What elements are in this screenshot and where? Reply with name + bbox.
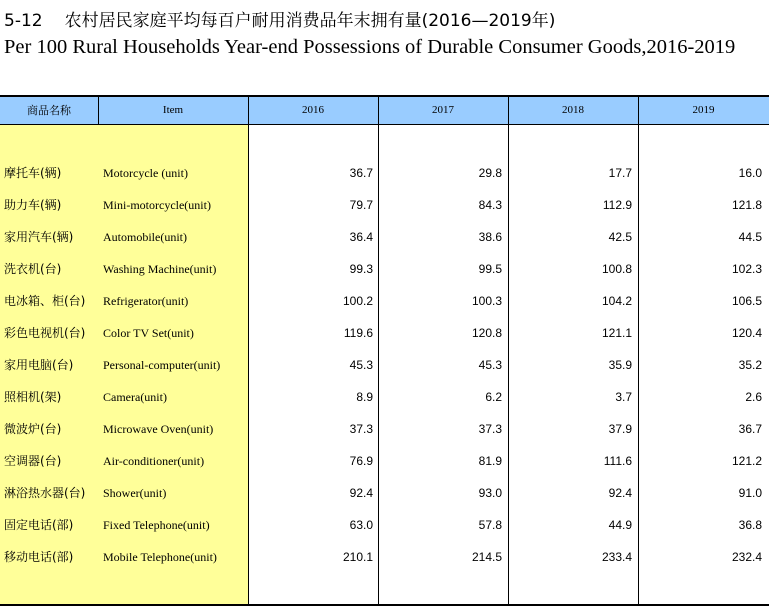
item-name-cn: 移动电话(部) [4,550,74,564]
data-table [0,95,769,606]
item-name-en: Fixed Telephone(unit) [103,518,210,532]
value-cell-2017: 120.8 [471,326,502,340]
header-year-2017: 2017 [432,104,454,116]
header-name-cn: 商品名称 [27,104,71,117]
item-name-en: Washing Machine(unit) [103,262,217,276]
item-name-cn: 固定电话(部) [4,518,74,532]
value-cell-2017: 81.9 [478,454,502,468]
table-row [0,157,769,189]
value-cell-2019: 232.4 [731,550,762,564]
value-cell-2016: 210.1 [342,550,373,564]
item-name-cn: 家用电脑(台) [4,358,74,372]
value-cell-2017: 214.5 [471,550,502,564]
value-cell-2017: 100.3 [471,294,502,308]
value-cell-2018: 100.8 [601,262,632,276]
value-cell-2018: 233.4 [601,550,632,564]
item-name-cn: 家用汽车(辆) [4,230,74,244]
item-name-en: Shower(unit) [103,486,167,500]
item-name-en: Microwave Oven(unit) [103,422,214,436]
value-cell-2019: 36.7 [738,422,762,436]
value-cell-2019: 44.5 [738,230,762,244]
value-cell-2018: 44.9 [608,518,632,532]
table-row [0,349,769,381]
item-name-en: Personal-computer(unit) [103,358,221,372]
value-cell-2017: 29.8 [478,166,502,180]
header-year-2019: 2019 [692,104,715,116]
header-year-2016: 2016 [302,104,324,116]
table-row [0,189,769,221]
table-row [0,445,769,477]
table-row [0,221,769,253]
item-name-cn: 洗衣机(台) [4,262,62,276]
item-name-en: Color TV Set(unit) [103,326,194,340]
value-cell-2017: 6.2 [485,390,502,404]
value-cell-2016: 100.2 [342,294,373,308]
item-name-en: Automobile(unit) [103,230,187,244]
value-cell-2018: 17.7 [608,166,632,180]
value-cell-2016: 92.4 [349,486,373,500]
value-cell-2017: 84.3 [478,198,502,212]
table-number: 5-12 [4,11,43,31]
table-row [0,413,769,445]
value-cell-2018: 112.9 [602,198,632,212]
item-name-en: Motorcycle (unit) [103,166,188,180]
column-divider [508,95,509,606]
item-name-cn: 彩色电视机(台) [4,326,86,340]
value-cell-2018: 92.4 [608,486,632,500]
value-cell-2019: 2.6 [745,390,762,404]
value-cell-2019: 102.3 [731,262,762,276]
header-year-2018: 2018 [562,104,584,116]
item-name-en: Mobile Telephone(unit) [103,550,217,564]
value-cell-2017: 45.3 [478,358,502,372]
header-divider [98,95,99,125]
title-cn-text: 农村居民家庭平均每百户耐用消费品年末拥有量(2016—2019年) [64,11,556,31]
value-cell-2016: 99.3 [349,262,373,276]
table-row [0,285,769,317]
value-cell-2019: 91.0 [738,486,762,500]
item-name-cn: 微波炉(台) [4,422,62,436]
value-cell-2017: 37.3 [478,422,502,436]
value-cell-2017: 93.0 [478,486,502,500]
table-row [0,477,769,509]
value-cell-2016: 63.0 [349,518,373,532]
value-cell-2019: 121.2 [731,454,762,468]
item-name-en: Mini-motorcycle(unit) [103,198,211,212]
value-cell-2016: 36.4 [349,230,373,244]
table-title-cn [4,6,555,30]
value-cell-2019: 16.0 [738,166,762,180]
value-cell-2016: 36.7 [349,166,373,180]
value-cell-2018: 37.9 [608,422,632,436]
table-row [0,253,769,285]
table-title-en: Per 100 Rural Households Year-end Possessions of Durable Consumer Goods,2016-2019 [4,36,736,58]
value-cell-2016: 45.3 [349,358,373,372]
table-row [0,381,769,413]
table-row [0,541,769,573]
item-name-cn: 摩托车(辆) [4,166,62,180]
column-divider [248,95,249,606]
value-cell-2016: 79.7 [349,198,373,212]
value-cell-2018: 111.6 [603,454,632,468]
item-name-cn: 空调器(台) [4,454,62,468]
value-cell-2018: 3.7 [615,390,632,404]
value-cell-2019: 106.5 [731,294,762,308]
table-row [0,317,769,349]
value-cell-2016: 8.9 [356,390,373,404]
value-cell-2019: 121.8 [731,198,762,212]
item-name-cn: 照相机(架) [4,390,62,404]
top-rule [0,95,769,97]
item-name-cn: 淋浴热水器(台) [4,486,86,500]
value-cell-2017: 38.6 [478,230,502,244]
item-name-en: Air-conditioner(unit) [103,454,205,468]
header-item: Item [162,104,184,116]
item-name-cn: 助力车(辆) [4,198,62,212]
value-cell-2019: 120.4 [731,326,762,340]
value-cell-2019: 35.2 [738,358,762,372]
column-divider [638,95,639,606]
table-row [0,509,769,541]
item-name-en: Camera(unit) [103,390,167,404]
value-cell-2019: 36.8 [738,518,762,532]
item-name-cn: 电冰箱、柜(台) [4,294,86,308]
value-cell-2018: 121.1 [601,326,632,340]
value-cell-2018: 42.5 [608,230,632,244]
value-cell-2017: 99.5 [478,262,502,276]
value-cell-2018: 35.9 [608,358,632,372]
header-rule [0,124,769,125]
value-cell-2018: 104.2 [601,294,632,308]
column-divider [378,95,379,606]
value-cell-2016: 76.9 [349,454,373,468]
value-cell-2017: 57.8 [478,518,502,532]
value-cell-2016: 119.6 [343,326,373,340]
item-name-en: Refrigerator(unit) [103,294,189,308]
value-cell-2016: 37.3 [349,422,373,436]
